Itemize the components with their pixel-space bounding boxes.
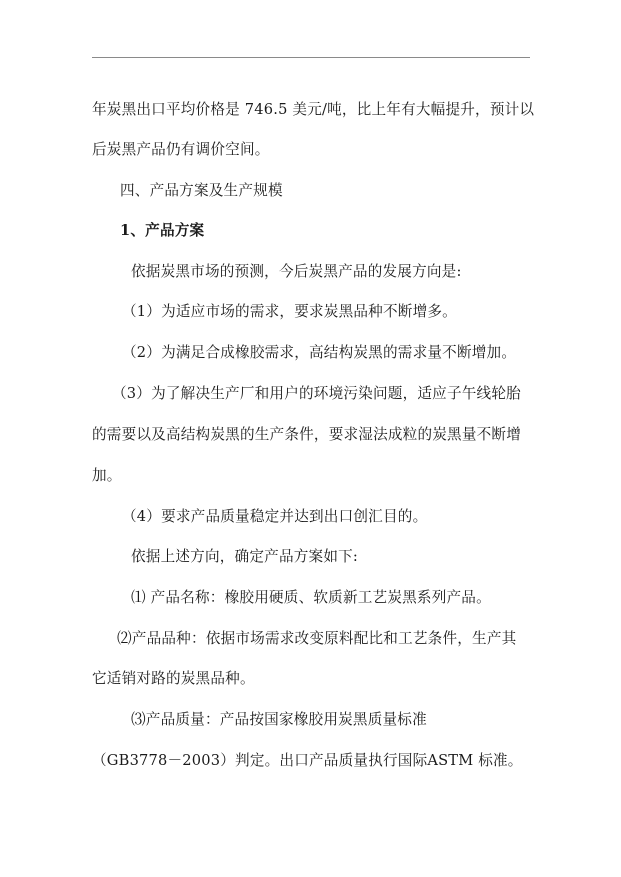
list-item-3-line-2: 的需要以及高结构炭黑的生产条件，要求湿法成粒的炭黑量不断增 <box>92 426 522 443</box>
list-item-3-line-3: 加。 <box>92 467 122 484</box>
plan-item-1: ⑴ 产品名称：橡胶用硬质、软质新工艺炭黑系列产品。 <box>131 589 491 606</box>
list-item-1: （1）为适应市场的需求，要求炭黑品种不断增多。 <box>122 303 457 320</box>
subsection-heading: 1、产品方案 <box>120 222 205 239</box>
plan-item-2-line-1: ⑵产品品种：依据市场需求改变原料配比和工艺条件，生产其 <box>117 630 517 647</box>
plan-item-3-line-1: ⑶产品质量：产品按国家橡胶用炭黑质量标准 <box>131 711 427 728</box>
list-item-2: （2）为满足合成橡胶需求，高结构炭黑的需求量不断增加。 <box>122 344 517 361</box>
plan-item-2-line-2: 它适销对路的炭黑品种。 <box>92 670 255 687</box>
intro-line: 依据炭黑市场的预测，今后炭黑产品的发展方向是: <box>131 263 462 280</box>
paragraph-line-1: 年炭黑出口平均价格是 746.5 美元/吨，比上年有大幅提升，预计以 <box>92 101 535 118</box>
header-rule <box>92 57 530 58</box>
section-heading: 四、产品方案及生产规模 <box>120 182 283 199</box>
paragraph-line-2: 后炭黑产品仍有调价空间。 <box>92 141 270 158</box>
plan-item-3-line-2: （GB3778－2003）判定。出口产品质量执行国际ASTM 标准。 <box>92 752 523 769</box>
plan-intro-line: 依据上述方向，确定产品方案如下: <box>131 548 359 565</box>
list-item-4: （4）要求产品质量稳定并达到出口创汇目的。 <box>122 508 428 525</box>
list-item-3-line-1: （3）为了解决生产厂和用户的环境污染问题，适应子午线轮胎 <box>112 385 521 402</box>
